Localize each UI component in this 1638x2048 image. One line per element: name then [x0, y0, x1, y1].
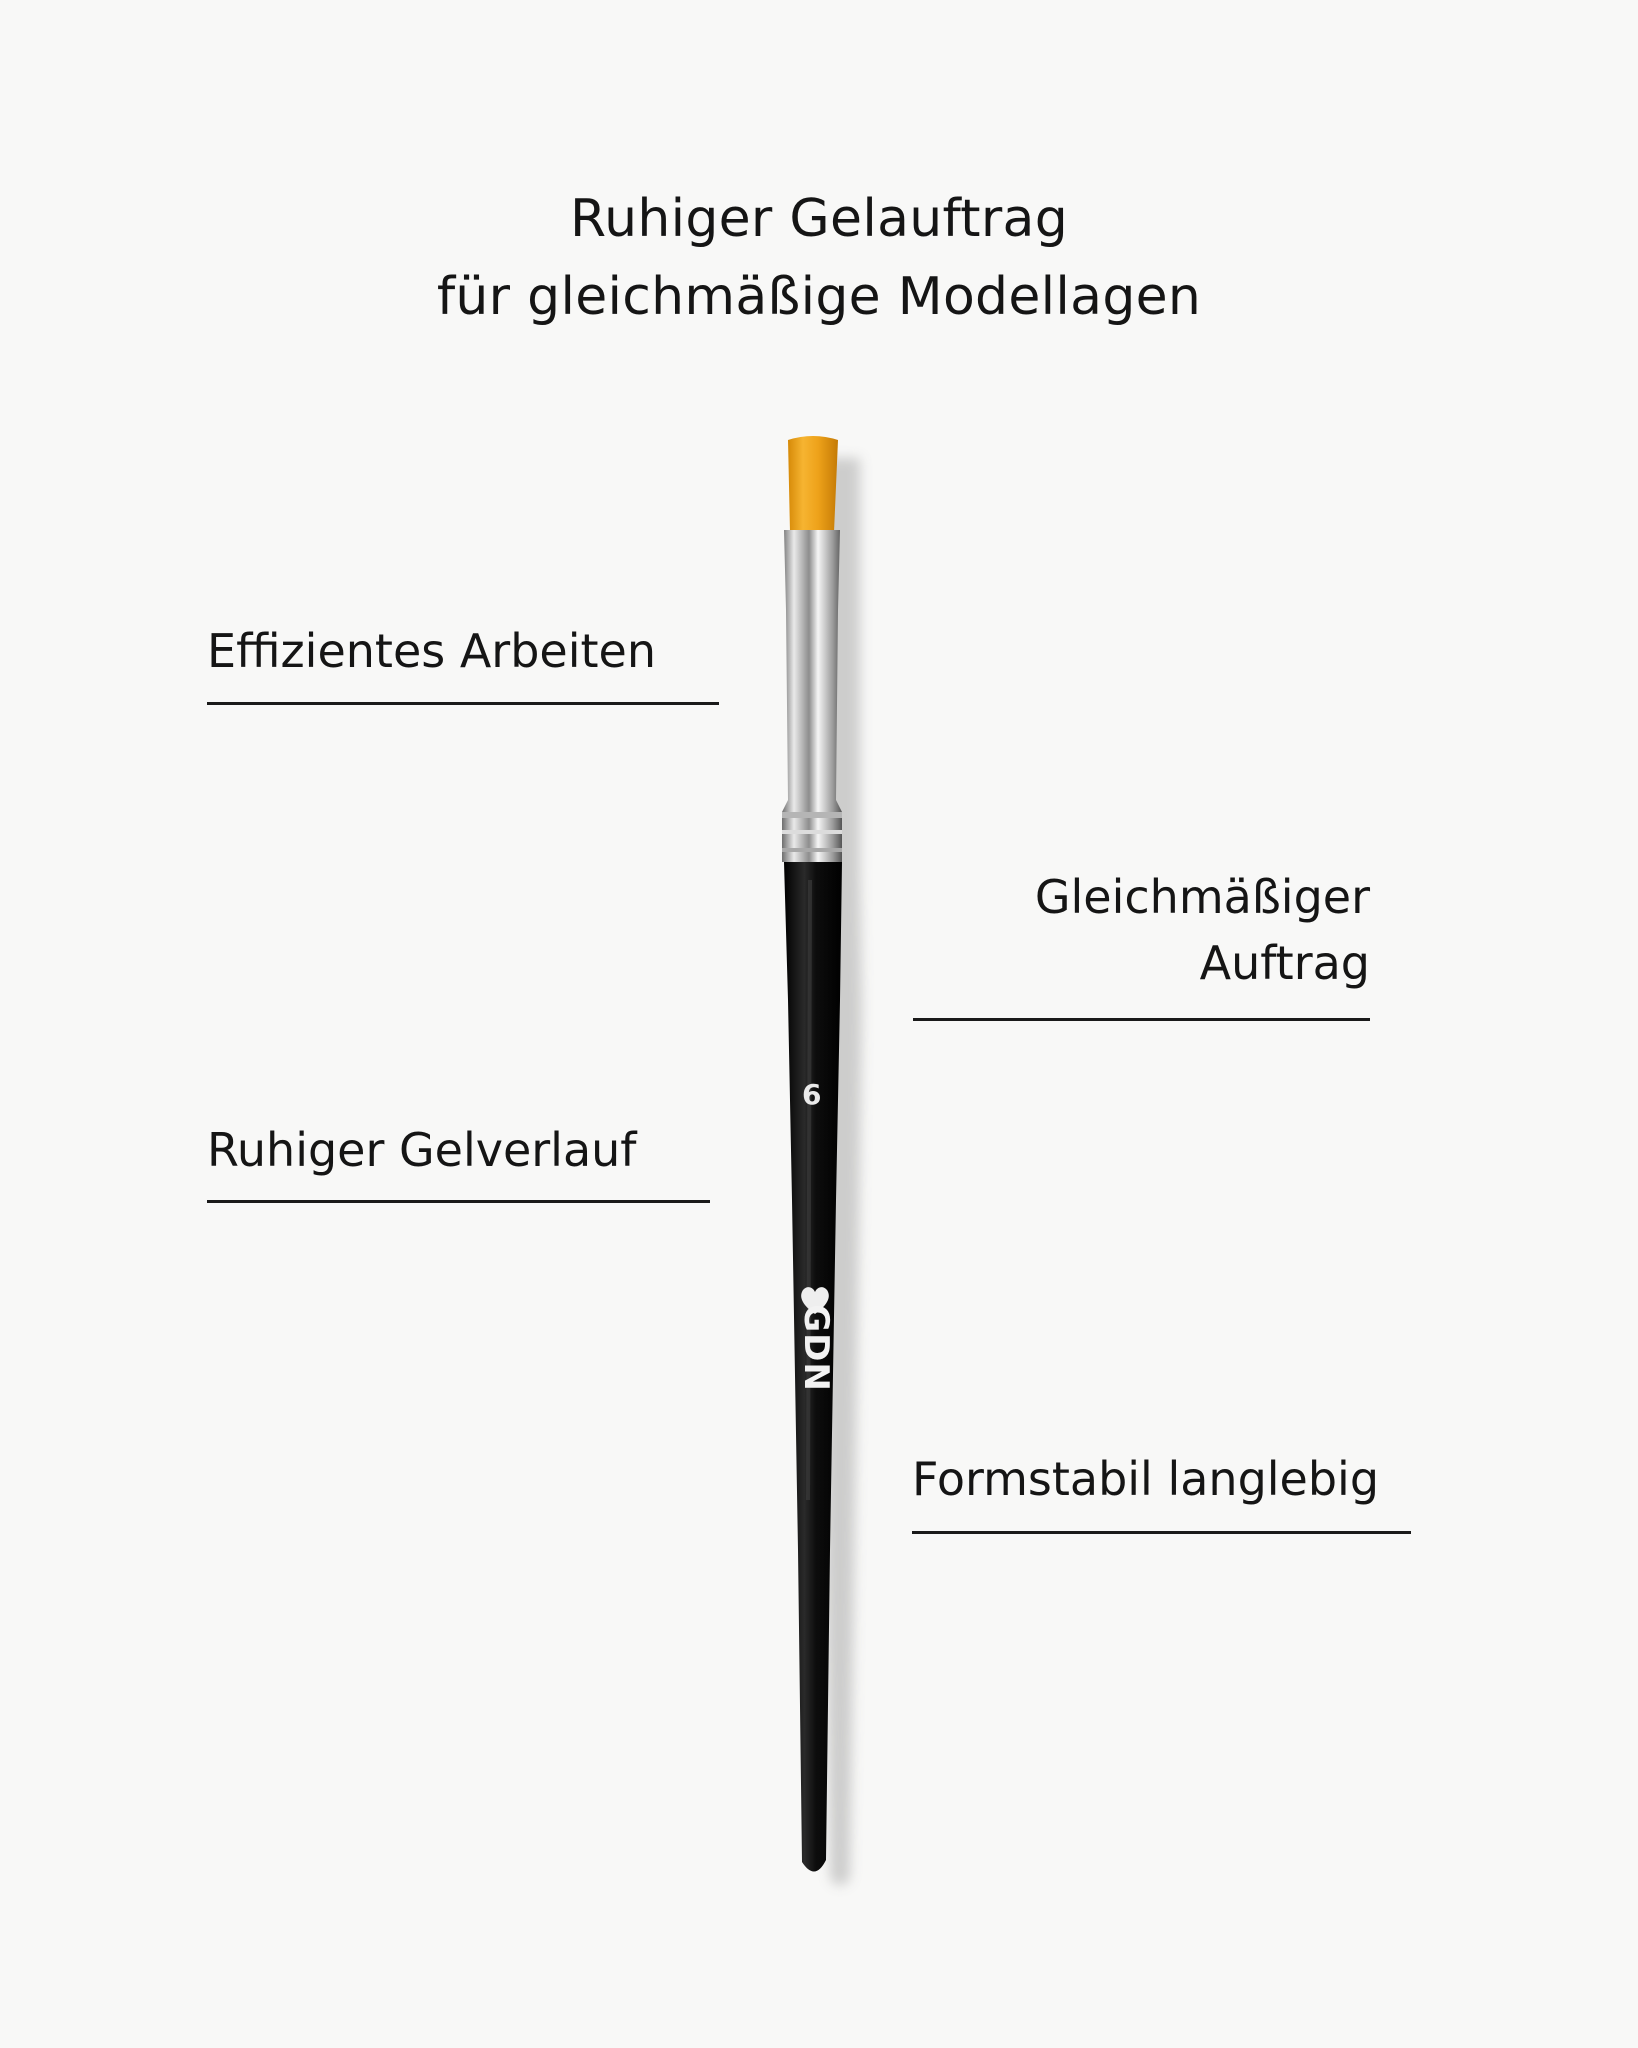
- ferrule-ring: [782, 848, 842, 852]
- feature-label-line-2: Auftrag: [1199, 936, 1370, 990]
- brand-logo: GDN: [796, 1304, 836, 1392]
- feature-label: Formstabil langlebig: [912, 1452, 1380, 1506]
- feature-label: Ruhiger Gelverlauf: [207, 1123, 637, 1177]
- feature-label-line-1: Gleichmäßiger: [1034, 870, 1370, 924]
- feature-label: Effizientes Arbeiten: [207, 624, 656, 678]
- brush-size-label: 6: [802, 1078, 822, 1111]
- headline-line-1: Ruhiger Gelauftrag: [569, 189, 1069, 249]
- brush-bristles: [788, 436, 838, 532]
- headline-line-2: für gleichmäßige Modellagen: [436, 267, 1202, 327]
- ferrule-ring: [782, 812, 842, 818]
- ferrule-ring: [782, 830, 842, 834]
